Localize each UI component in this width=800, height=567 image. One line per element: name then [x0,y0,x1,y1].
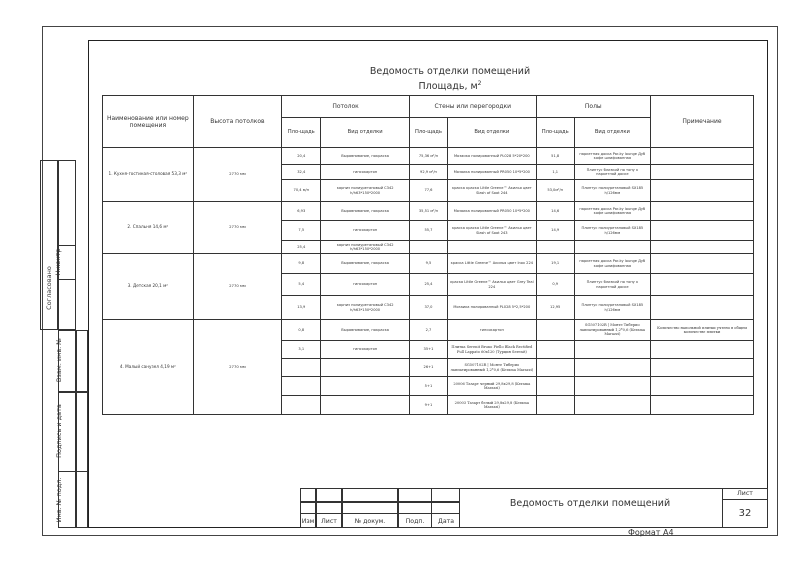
note-cell [650,202,753,221]
strip-label-inv-orig: Инв. № подл. [55,477,63,523]
wall-area-cell: 9,5 [409,254,447,274]
stamp-label-izm: Изм [301,518,315,525]
note-cell [650,221,753,241]
ceiling-finish-cell [321,377,410,396]
table-row [103,202,754,221]
wall-area-cell: 77,6 [409,180,447,202]
ceiling-finish-cell: карниз полиуретановый С342 h/h63*150*2000 [321,296,410,320]
wall-area-cell: 92,9 м²/п [409,165,447,180]
floor-area-cell [536,396,574,415]
ceiling-height-cell: 2770 мм [193,202,282,254]
stamp-document-name: Ведомость отделки помещений [509,498,671,509]
floor-area-cell [536,320,574,341]
ceiling-finish-cell: гипсокартон [321,274,410,296]
room-name-cell: 1. Кухня-гостиная-столовая 53,3 м² [103,148,194,202]
strip-label-soglasovano: Согласовано [45,266,53,310]
wall-finish-cell: гипсокартон [448,320,537,341]
stamp-sheet-number: 32 [738,508,752,519]
note-cell [650,359,753,377]
stamp-label-doc-no: № докум. [354,518,386,525]
ceiling-area-cell: 25,4 [282,241,321,254]
header-floors: Полы [536,96,650,118]
floor-finish-cell: паркетная доска Par-ky lounge Дуб кофе шлифованная [574,202,650,221]
wall-area-cell: 35,51 м²/п [409,202,447,221]
ceiling-finish-cell: гипсокартон [321,341,410,359]
ceiling-height-cell: 2770 мм [193,320,282,415]
paper-format: Формат А4 [628,528,674,537]
wall-finish-cell: Мозаика полированный PL028 5*20*200 [448,148,537,165]
wall-area-cell: 55,7 [409,221,447,241]
finishing-schedule-table [102,95,754,415]
room-name-cell: 4. Малый санузел 4,19 м² [103,320,194,415]
ceiling-finish-cell: Выравнивание, покраска [321,202,410,221]
ceiling-area-cell [282,396,321,415]
strip-label-nkontr: Н.контр [54,248,62,276]
wall-finish-cell: краска Little Greene™ Акилья цвет Grey Teal 224 [448,274,537,296]
table-row [103,148,754,165]
note-cell [650,396,753,415]
ceiling-area-cell: 7,5 [282,221,321,241]
wall-area-cell: 2,7 [409,320,447,341]
ceiling-height-cell: 2770 мм [193,148,282,202]
ceiling-finish-cell [321,359,410,377]
floor-area-cell: 14,6 [536,202,574,221]
ceiling-finish-cell: Выравнивание, покраска [321,254,410,274]
ceiling-finish-cell [321,396,410,415]
floor-area-cell [536,359,574,377]
floor-area-cell: 14,9 [536,221,574,241]
floor-finish-cell: Плинтус полиуретановый SX185 h/126мм [574,221,650,241]
header-walls-finish: Вид отделки [448,118,537,148]
ceiling-area-cell: 9,8 [282,254,321,274]
ceiling-area-cell: 3,1 [282,341,321,359]
floor-area-cell [536,377,574,396]
note-cell [650,296,753,320]
table-row [103,254,754,274]
floor-area-cell [536,241,574,254]
note-cell [650,274,753,296]
wall-finish-cell: Мозаика полированный PL028 5*2,5*200 [448,296,537,320]
floor-area-cell: 0,9 [536,274,574,296]
wall-finish-cell: 20003 Тазарт белый 29,8x29,8 (Kerama Marazzi) [448,396,537,415]
title-line-2: Площадь, $м^2$ [418,80,482,93]
floor-finish-cell [574,341,650,359]
note-cell [650,180,753,202]
floor-finish-cell: Плинтус близкий по тону к паркетной доске [574,165,650,180]
ceiling-area-cell [282,359,321,377]
ceiling-area-cell: 20,4 [282,148,321,165]
stamp-row-2 [300,502,460,514]
note-cell [650,377,753,396]
wall-finish-cell: краска краска Little Greene™ Акилья цвет Slash of Soot 244 [448,180,537,202]
floor-finish-cell [574,396,650,415]
wall-area-cell: 5+1 [409,377,447,396]
floor-finish-cell [574,377,650,396]
ceiling-area-cell: 5,4 [282,274,321,296]
ceiling-area-cell: 6,93 [282,202,321,221]
note-cell [650,165,753,180]
header-note: Примечание [650,96,753,148]
ceiling-area-cell: 13,9 [282,296,321,320]
wall-finish-cell: SG507102R | Монте Тиберио лаппатированный 1,2*0,6 (Kerama Marazzi) [448,359,537,377]
header-walls: Стены или перегородки [409,96,536,118]
floor-finish-cell: SG507102R | Монте Тиберио лаппатированный 1,2*0,6 (Kerama Marazzi) [574,320,650,341]
floor-area-cell: 51,8 [536,148,574,165]
header-room: Наименование или номер помещения [103,96,194,148]
room-name-cell: 3. Детская 20,1 м² [103,254,194,320]
wall-area-cell: 26+1 [409,359,447,377]
document-title [300,66,600,93]
floor-area-cell: 53,0м²/п [536,180,574,202]
header-floors-area: Пло-щадь [536,118,574,148]
wall-finish-cell: 20006 Тазарт черный 29,8x29,8 (Kerama Marazzi) [448,377,537,396]
floor-area-cell: 12,95 [536,296,574,320]
ceiling-area-cell: 70,4 м/п [282,180,321,202]
note-cell [650,254,753,274]
stamp-label-date: Дата [437,518,455,525]
title-line-1: Ведомость отделки помещений [369,66,531,77]
ceiling-finish-cell: карниз полиуретановый С342 h/h63*150*2000 [321,241,410,254]
wall-area-cell: 9+1 [409,396,447,415]
wall-finish-cell: краска Little Greene™ Акилья цвет Inox 224 [448,254,537,274]
wall-area-cell: 75,36 м²/п [409,148,447,165]
note-cell [650,241,753,254]
floor-finish-cell: Плинтус полиуретановый SX185 h/126мм [574,180,650,202]
stamp-row-1 [300,488,460,502]
header-floors-finish: Вид отделки [574,118,650,148]
floor-finish-cell [574,241,650,254]
stamp-label-list: Лист [321,518,337,525]
ceiling-finish-cell: гипсокартон [321,165,410,180]
note-cell: Количество напольной плитки учтено в общем количестве плитки [650,320,753,341]
stamp-label-sign: Подп. [405,518,425,525]
header-ceiling-area: Пло-щадь [282,118,321,148]
floor-finish-cell: Плинтус близкий по тону к паркетной доске [574,274,650,296]
header-ceiling-finish: Вид отделки [321,118,410,148]
strip-label-replace-inv: Взам. инв. № [55,337,63,383]
ceiling-height-cell: 2770 мм [193,254,282,320]
ceiling-area-cell [282,377,321,396]
wall-finish-cell: Мозаика полированный PR050 10*5*200 [448,165,537,180]
room-name-cell: 2. Спальня 14,6 м² [103,202,194,254]
header-walls-area: Пло-щадь [409,118,447,148]
floor-finish-cell [574,359,650,377]
note-cell [650,148,753,165]
floor-area-cell: 1,1 [536,165,574,180]
strip-label-sign-date: Подпись и дата [55,404,63,458]
table-row [103,320,754,341]
wall-finish-cell: Плитка Serenit Bruno Piello Black Rectified Full Lappato 60x120 (Турция Serenit) [448,341,537,359]
wall-area-cell [409,241,447,254]
ceiling-finish-cell: карниз полиуретановый С342 h/h63*150*2000 [321,180,410,202]
ceiling-finish-cell: Выравнивание, покраска [321,320,410,341]
ceiling-area-cell: 0,8 [282,320,321,341]
wall-finish-cell: Мозаика полированный PR050 10*5*200 [448,202,537,221]
wall-area-cell: 37,0 [409,296,447,320]
note-cell [650,341,753,359]
wall-area-cell: 25,4 [409,274,447,296]
floor-area-cell: 19,1 [536,254,574,274]
header-height: Высота потолков [193,96,282,148]
wall-finish-cell: краска краска Little Greene™ Акилья цвет Slash of Soot 243 [448,221,537,241]
floor-finish-cell: паркетная доска Par-ky lounge Дуб кофе шлифованная [574,254,650,274]
header-ceiling: Потолок [282,96,410,118]
floor-finish-cell: Плинтус полиуретановый SX185 h/126мм [574,296,650,320]
wall-area-cell: 35+1 [409,341,447,359]
floor-area-cell [536,341,574,359]
ceiling-finish-cell: Выравнивание, покраска [321,148,410,165]
wall-finish-cell [448,241,537,254]
ceiling-finish-cell: гипсокартон [321,221,410,241]
floor-finish-cell: паркетная доска Par-ky lounge Дуб кофе шлифованная [574,148,650,165]
stamp-sheet-label: Лист [737,490,753,497]
ceiling-area-cell: 32,4 [282,165,321,180]
